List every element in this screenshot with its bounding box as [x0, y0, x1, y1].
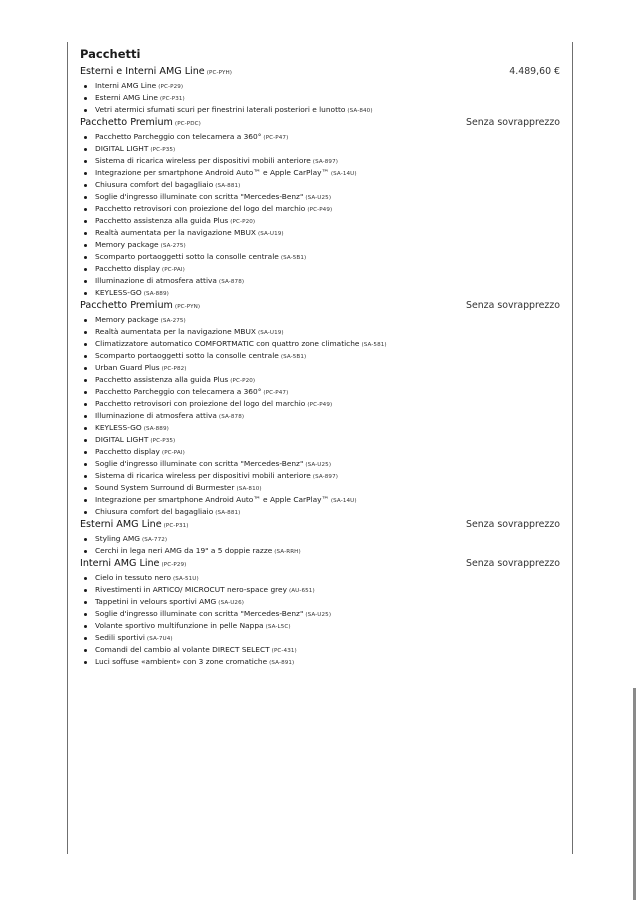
package-header — [80, 65, 560, 79]
item-code: (SA-7U4) — [146, 636, 173, 642]
list-item — [80, 572, 560, 584]
list-item — [80, 470, 560, 482]
package-price: Senza sovrapprezzo — [466, 117, 560, 128]
package-block — [80, 299, 560, 518]
item-label: Memory package — [95, 240, 159, 249]
document-page — [80, 46, 560, 668]
item-code: (PC-P35) — [150, 147, 176, 153]
item-code: (AU-651) — [288, 588, 315, 594]
item-code: (SA-889) — [143, 291, 169, 297]
item-label: Luci soffuse «ambient» con 3 zone cromatiche — [95, 657, 268, 666]
item-label: Esterni AMG Line — [95, 93, 158, 102]
list-item — [80, 422, 560, 434]
item-label: Urban Guard Plus — [95, 363, 160, 372]
item-label: Cielo in tessuto nero — [95, 573, 171, 582]
package-price: 4.489,60 € — [509, 66, 560, 77]
item-code: (PC-PAI) — [161, 267, 185, 273]
package-name: Pacchetto Premium — [80, 117, 173, 128]
item-code: (PC-P20) — [230, 378, 256, 384]
item-code: (SA-14U) — [330, 498, 357, 504]
item-label: Scomparto portaoggetti sotto la consolle centrale — [95, 351, 279, 360]
package-title — [80, 518, 189, 533]
item-label: Realtà aumentata per la navigazione MBUX — [95, 327, 256, 336]
package-block — [80, 116, 560, 299]
item-label: Chiusura comfort del bagagliaio — [95, 507, 214, 516]
package-item-list — [80, 314, 560, 518]
package-code: (PC-P29) — [161, 562, 187, 568]
list-item — [80, 275, 560, 287]
list-item — [80, 338, 560, 350]
item-label: Pacchetto retrovisori con proiezione del logo del marchio — [95, 204, 306, 213]
item-code: (PC-P29) — [158, 84, 184, 90]
section-title: Pacchetti — [80, 47, 141, 61]
list-item — [80, 533, 560, 545]
item-label: Soglie d'ingresso illuminate con scritta "Mercedes-Benz" — [95, 609, 304, 618]
item-code: (SA-897) — [312, 159, 339, 165]
item-label: Rivestimenti in ARTICO/ MICROCUT nero-space grey — [95, 585, 287, 594]
item-code: (SA-891) — [269, 660, 295, 666]
item-code: (PC-P47) — [263, 390, 289, 396]
item-code: (PC-P31) — [159, 96, 185, 102]
list-item — [80, 506, 560, 518]
item-label: Vetri atermici sfumati scuri per finestrini laterali posteriori e lunotto — [95, 105, 346, 114]
item-label: Pacchetto display — [95, 264, 160, 273]
item-label: Scomparto portaoggetti sotto la consolle centrale — [95, 252, 279, 261]
package-code: (PC-P31) — [163, 523, 189, 529]
package-name: Esterni e Interni AMG Line — [80, 66, 205, 77]
item-code: (SA-51U) — [173, 576, 199, 582]
item-label: Pacchetto display — [95, 447, 160, 456]
list-item — [80, 644, 560, 656]
item-code: (SA-881) — [215, 510, 241, 516]
package-item-list — [80, 533, 560, 557]
list-item — [80, 632, 560, 644]
package-code: (PC-PYN) — [174, 304, 201, 310]
list-item — [80, 203, 560, 215]
item-label: Illuminazione di atmosfera attiva — [95, 276, 217, 285]
package-title — [80, 116, 201, 131]
list-item — [80, 179, 560, 191]
item-code: (SA-889) — [143, 426, 169, 432]
item-code: (SA-U19) — [257, 330, 284, 336]
list-item — [80, 434, 560, 446]
package-item-list — [80, 131, 560, 299]
package-name: Pacchetto Premium — [80, 300, 173, 311]
package-title — [80, 65, 232, 80]
item-label: Pacchetto assistenza alla guida Plus — [95, 375, 229, 384]
item-code: (PC-P49) — [307, 402, 333, 408]
list-item — [80, 458, 560, 470]
item-label: Pacchetto assistenza alla guida Plus — [95, 216, 229, 225]
package-block — [80, 65, 560, 116]
list-item — [80, 155, 560, 167]
item-code: (SA-RRH) — [274, 549, 301, 555]
package-name: Interni AMG Line — [80, 558, 160, 569]
item-label: Tappetini in velours sportivi AMG — [95, 597, 217, 606]
item-code: (SA-810) — [236, 486, 262, 492]
item-code: (SA-U25) — [305, 612, 332, 618]
item-code: (SA-5B1) — [280, 255, 307, 261]
list-item — [80, 287, 560, 299]
item-code: (SA-772) — [141, 537, 168, 543]
item-code: (PC-P20) — [230, 219, 256, 225]
item-label: Realtà aumentata per la navigazione MBUX — [95, 228, 256, 237]
item-label: DIGITAL LIGHT — [95, 435, 149, 444]
list-item — [80, 494, 560, 506]
list-item — [80, 608, 560, 620]
package-title — [80, 557, 186, 572]
list-item — [80, 80, 560, 92]
list-item — [80, 584, 560, 596]
list-item — [80, 410, 560, 422]
list-item — [80, 251, 560, 263]
package-block — [80, 557, 560, 668]
item-code: (SA-U25) — [305, 462, 332, 468]
list-item — [80, 362, 560, 374]
list-item — [80, 143, 560, 155]
item-label: Comandi del cambio al volante DIRECT SELECT — [95, 645, 270, 654]
package-header — [80, 518, 560, 532]
package-item-list — [80, 572, 560, 668]
item-code: (SA-U19) — [257, 231, 284, 237]
item-label: Pacchetto Parcheggio con telecamera a 360° — [95, 132, 262, 141]
list-item — [80, 92, 560, 104]
item-label: Sound System Surround di Burmester — [95, 483, 235, 492]
list-item — [80, 326, 560, 338]
item-label: Styling AMG — [95, 534, 140, 543]
package-title — [80, 299, 200, 314]
item-label: KEYLESS-GO — [95, 288, 142, 297]
item-code: (SA-U26) — [218, 600, 245, 606]
list-item — [80, 446, 560, 458]
list-item — [80, 131, 560, 143]
package-name: Esterni AMG Line — [80, 519, 162, 530]
package-price: Senza sovrapprezzo — [466, 558, 560, 569]
item-label: Chiusura comfort del bagagliaio — [95, 180, 214, 189]
item-code: (SA-840) — [347, 108, 373, 114]
list-item — [80, 227, 560, 239]
package-code: (PC-PYH) — [206, 70, 233, 76]
list-item — [80, 263, 560, 275]
list-item — [80, 191, 560, 203]
item-label: Soglie d'ingresso illuminate con scritta "Mercedes-Benz" — [95, 459, 304, 468]
item-label: Sedili sportivi — [95, 633, 145, 642]
package-price: Senza sovrapprezzo — [466, 519, 560, 530]
item-code: (PC-P82) — [161, 366, 187, 372]
item-code: (SA-275) — [160, 318, 186, 324]
item-code: (SA-897) — [312, 474, 339, 480]
package-header — [80, 116, 560, 130]
item-label: Memory package — [95, 315, 159, 324]
item-code: (SA-878) — [218, 414, 245, 420]
list-item — [80, 104, 560, 116]
item-code: (SA-881) — [215, 183, 241, 189]
list-item — [80, 314, 560, 326]
package-price: Senza sovrapprezzo — [466, 300, 560, 311]
item-code: (SA-5B1) — [280, 354, 307, 360]
item-code: (SA-275) — [160, 243, 186, 249]
item-code: (PC-PAI) — [161, 450, 185, 456]
list-item — [80, 374, 560, 386]
item-code: (SA-U25) — [305, 195, 332, 201]
list-item — [80, 596, 560, 608]
list-item — [80, 167, 560, 179]
item-code: (SA-878) — [218, 279, 245, 285]
page-border-left — [67, 42, 68, 854]
list-item — [80, 482, 560, 494]
list-item — [80, 398, 560, 410]
page-border-right — [572, 42, 573, 854]
item-code: (SA-581) — [361, 342, 387, 348]
item-label: Integrazione per smartphone Android Auto™ e Apple CarPlay™ — [95, 168, 329, 177]
item-label: Climatizzatore automatico COMFORTMATIC con quattro zone climatiche — [95, 339, 360, 348]
item-label: DIGITAL LIGHT — [95, 144, 149, 153]
item-label: Soglie d'ingresso illuminate con scritta "Mercedes-Benz" — [95, 192, 304, 201]
item-label: Sistema di ricarica wireless per dispositivi mobili anteriore — [95, 156, 311, 165]
scrollbar-thumb[interactable] — [633, 688, 636, 900]
item-code: (PC-P47) — [263, 135, 289, 141]
package-code: (PC-PDC) — [174, 121, 201, 127]
package-header — [80, 557, 560, 571]
item-label: Integrazione per smartphone Android Auto™ e Apple CarPlay™ — [95, 495, 329, 504]
item-label: Pacchetto retrovisori con proiezione del logo del marchio — [95, 399, 306, 408]
item-label: KEYLESS-GO — [95, 423, 142, 432]
item-code: (PC-431) — [271, 648, 297, 654]
list-item — [80, 620, 560, 632]
item-label: Cerchi in lega neri AMG da 19" a 5 doppie razze — [95, 546, 273, 555]
package-header — [80, 299, 560, 313]
package-item-list — [80, 80, 560, 116]
item-label: Sistema di ricarica wireless per dispositivi mobili anteriore — [95, 471, 311, 480]
item-label: Pacchetto Parcheggio con telecamera a 360° — [95, 387, 262, 396]
item-code: (SA-14U) — [330, 171, 357, 177]
list-item — [80, 386, 560, 398]
item-code: (PC-P35) — [150, 438, 176, 444]
package-block — [80, 518, 560, 557]
item-label: Interni AMG Line — [95, 81, 157, 90]
item-label: Illuminazione di atmosfera attiva — [95, 411, 217, 420]
item-label: Volante sportivo multifunzione in pelle Nappa — [95, 621, 264, 630]
item-code: (SA-L5C) — [265, 624, 291, 630]
list-item — [80, 239, 560, 251]
list-item — [80, 656, 560, 668]
item-code: (PC-P49) — [307, 207, 333, 213]
list-item — [80, 215, 560, 227]
list-item — [80, 545, 560, 557]
package-list — [80, 65, 560, 668]
list-item — [80, 350, 560, 362]
